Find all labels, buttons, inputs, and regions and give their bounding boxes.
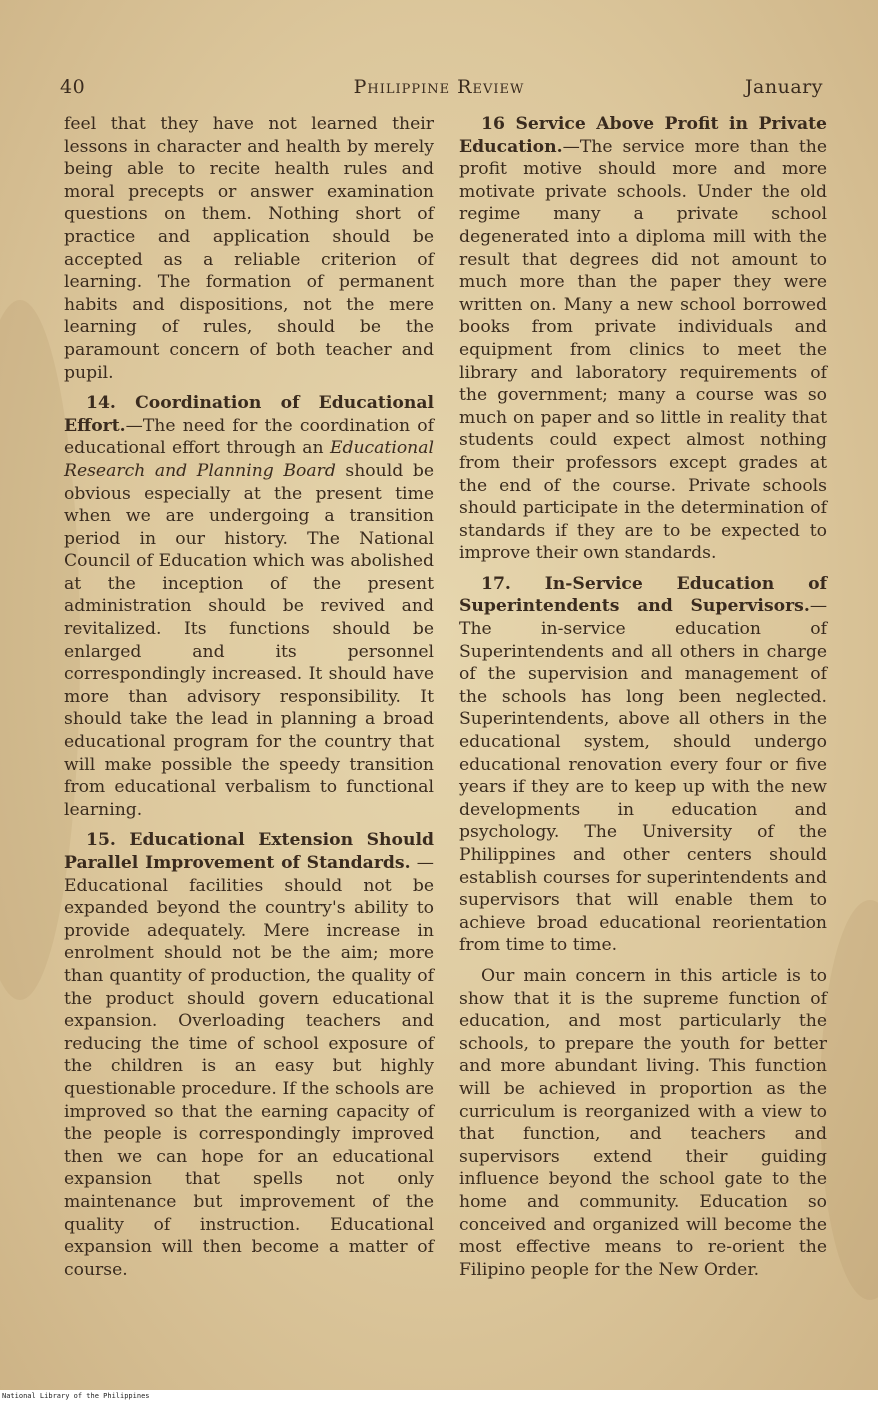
journal-title: Philippine Review: [353, 76, 525, 98]
section-14-italic: Educational Research and Planning Board: [64, 438, 434, 481]
library-credit: National Library of the Philippines: [0, 1390, 878, 1403]
section-15: [64, 829, 434, 1281]
section-16: [459, 113, 827, 565]
page-header: [0, 76, 878, 106]
left-column: [64, 113, 434, 1289]
paper-stain: [820, 900, 878, 1300]
right-column: [459, 113, 827, 1289]
conclusion-paragraph: Our main concern in this article is to show that it is the supreme function of education, and most particularly the schools, to prepare the youth for better and more abundant living. This function will be achieved in proportion as the curriculum is reorganized with a view to that function, and teachers and supervisors extend their guiding influence beyond the school gate to the home and community. Education so conceived and organized will become the most effective means to re-orient the Filipino people for the New Order.: [459, 965, 827, 1280]
section-14-heading: 14. Coordination of Educational Effort.: [64, 393, 434, 436]
section-17: [459, 573, 827, 957]
section-17-text: — The in-service education of Superintendents and all others in charge of the supervision and management of the schools has long been neglected. Superintendents, above all others in the educational system, should undergo educational renovation every four or five years if they are to keep up with the new developments in education and psychology. The University of the Philippines and other centers should establish courses for superintendents and supervisors that will enable them to achieve broad educational reorientation from time to time.: [459, 596, 827, 956]
issue-month: January: [744, 76, 823, 98]
section-16-heading: 16 Service Above Profit in Private Education.: [459, 114, 827, 157]
section-14: [64, 392, 434, 821]
page-number: 40: [60, 76, 86, 98]
section-15-heading: 15. Educational Extension Should Parallel Improvement of Standards.: [64, 830, 434, 873]
section-15-text: —Educational facilities should not be expanded beyond the country's ability to provide adequately. Mere increase in enrolment should not be the aim; more than quantity of production, the quality of the product should govern educational expansion. Overloading teachers and reducing the time of school exposure of the children is an easy but highly questionable procedure. If the schools are improved so that the earning capacity of the people is correspondingly improved then we can hope for an educational expansion that spells not only maintenance but improvement of the quality of instruction. Educational expansion will then become a matter of course.: [64, 853, 434, 1280]
section-14-text-a: —The need for the coordination of educational effort through an: [64, 415, 434, 459]
section-14-text-b: should be obvious especially at the present time when we are undergoing a transition period in our history. The National Council of Education which was abolished at the inception of the present administration should be revived and revitalized. Its functions should be enlarged and its personnel correspondingly increased. It should have more than advisory responsibility. It should take the lead in planning a broad educational program for the country that will make possible the speedy transition from educational verbalism to functional learning.: [64, 460, 434, 820]
paragraph-continuation: feel that they have not learned their lessons in character and health by merely being able to recite health rules and moral precepts or answer examination questions on them. Nothing short of practice and application should be accepted as a reliable criterion of learning. The formation of permanent habits and dispositions, not the mere learning of rules, should be the paramount concern of both teacher and pupil.: [64, 114, 434, 383]
section-16-text: —The service more than the profit motive should more and more motivate private schools. Under the old regime many a private school degenerated into a diploma mill with the result that degrees did not amount to much more than the paper they were written on. Many a new school borrowed books from private individuals and equipment from clinics to meet the library and laboratory requirements of the government; many a course was so much on paper and so little in reality that students could expect almost nothing from their professors except grades at the end of the course. Private schools should participate in the determination of standards if they are to be expected to improve their own standards.: [459, 136, 827, 564]
section-17-heading: 17. In-Service Education of Superintendents and Supervisors.: [459, 573, 827, 617]
